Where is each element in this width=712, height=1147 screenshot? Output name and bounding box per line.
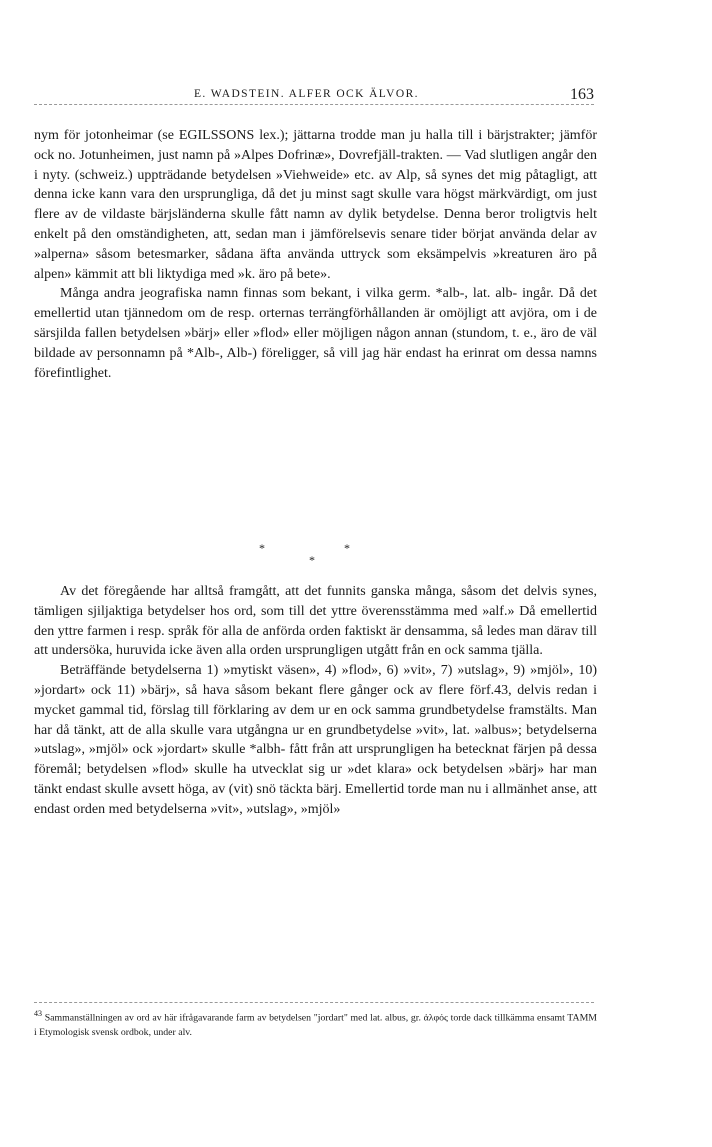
footnote-text: Sammanställningen av ord av här ifrågavarande farm av betydelsen "jordart" med lat. albus, gr. ἀλφός torde dack tillkämma ensamt TAMM i Etymologisk svensk ordbok, under alv. xyxy=(34,1012,598,1039)
footnote-rule xyxy=(34,1002,594,1003)
footnote-marker: 43 xyxy=(34,1009,42,1018)
footnote xyxy=(34,1006,597,1040)
paragraph: Av det föregående har alltså framgått, att det funnits ganska många, såsom det delvis synes, tämligen sjiljaktiga betydelser hos ord, som till det yttre överensstämma med »alf.» Då emellertid den yttre farmen i resp. språk för alla de anförda orden faktiskt är densamma, så ledes man därav till att undersöka, huruvida icke även alla orden ursprungligen utgått från en ock samma tjälla. xyxy=(34,584,597,659)
body-text-top xyxy=(34,126,597,383)
paragraph: Många andra jeografiska namn finnas som bekant, i vilka germ. *alb-, lat. alb- ingår. Då det emellertid utan tjännedom om de resp. orternas terrängförhållanden är omöjligt att avjöra, om i de särsjilda fallen betydelsen »bärj» eller »flod» eller möjligen någon annan (stundom, t. e., äro de väl bildade av personnamn på *Alb-, Alb-) föreligger, så vill jag här endast ha erinrat om dessa namns förefintlighet. xyxy=(34,286,597,381)
asterisk-icon: * xyxy=(309,553,315,567)
page-number: 163 xyxy=(570,86,594,103)
header-rule xyxy=(34,104,594,105)
asterisk-icon: * xyxy=(259,541,265,555)
paragraph: nym för jotonheimar (se EGILSSONS lex.); jättarna trodde man ju halla till i bärjstrakter; jämför ock no. Jotunheimen, just namn på »Alpes Dofrinæ», Dovrefjäll-trakten. — Vad slutligen angår den i nyty. (schweiz.) uppträdande betydelsen »Viehweide» etc. av Alp, så synes det mig påtagligt, att denna icke kann vara den ursprungliga, då det ju minst sagt skulle vara högst märkvärdigt, om just flere av de vildaste bärjsländerna skulle fått namn av dylik betydelse. Denna beror troligtvis helt enkelt på den omständigheten, att, sedan man i jämförelsevis senare tider börjat använda delar av »alperna» såsom betesmarker, sådana äfta använda uttryck som eksämpelvis »kreaturen äro på alpen» kämmit att bli liktydiga med »k. äro på bete». xyxy=(34,128,597,282)
paragraph: Beträffände betydelserna 1) »mytiskt väsen», 4) »flod», 6) »vit», 7) »utslag», 9) »mjöl», 10) »jordart» ock 11) »bärj», så hava såsom bekant flere gånger ock av flere förf.43, delvis redan i mycket gammal tid, förslag till förklaring av dem ur en ock samma grundbetydelse framstälts. Man har då tänkt, att de alla skulle vara utgångna ur en grundbetydelse »vit», lat. »albus»; betydelserna »utslag», »mjöl» ock »jordart» skulle *albh- fått från att ursprungligen ha betecknat färjen på dessa föremål; betydelsen »flod» skulle ha utvecklat sig ur »det klara» ock betydelsen »bärj» har man tänkt endast skulle avsett höga, av (vit) snö täckta bärj. Emellertid torde man nu i allmänhet anse, att endast orden med betydelserna »vit», »utslag», »mjöl» xyxy=(34,663,597,817)
asterisk-icon: * xyxy=(344,541,350,555)
running-title: E. WADSTEIN. ALFER OCK ÄLVOR. xyxy=(194,88,419,100)
running-header xyxy=(60,88,594,110)
section-separator xyxy=(0,541,712,567)
body-text-bottom xyxy=(34,582,597,820)
